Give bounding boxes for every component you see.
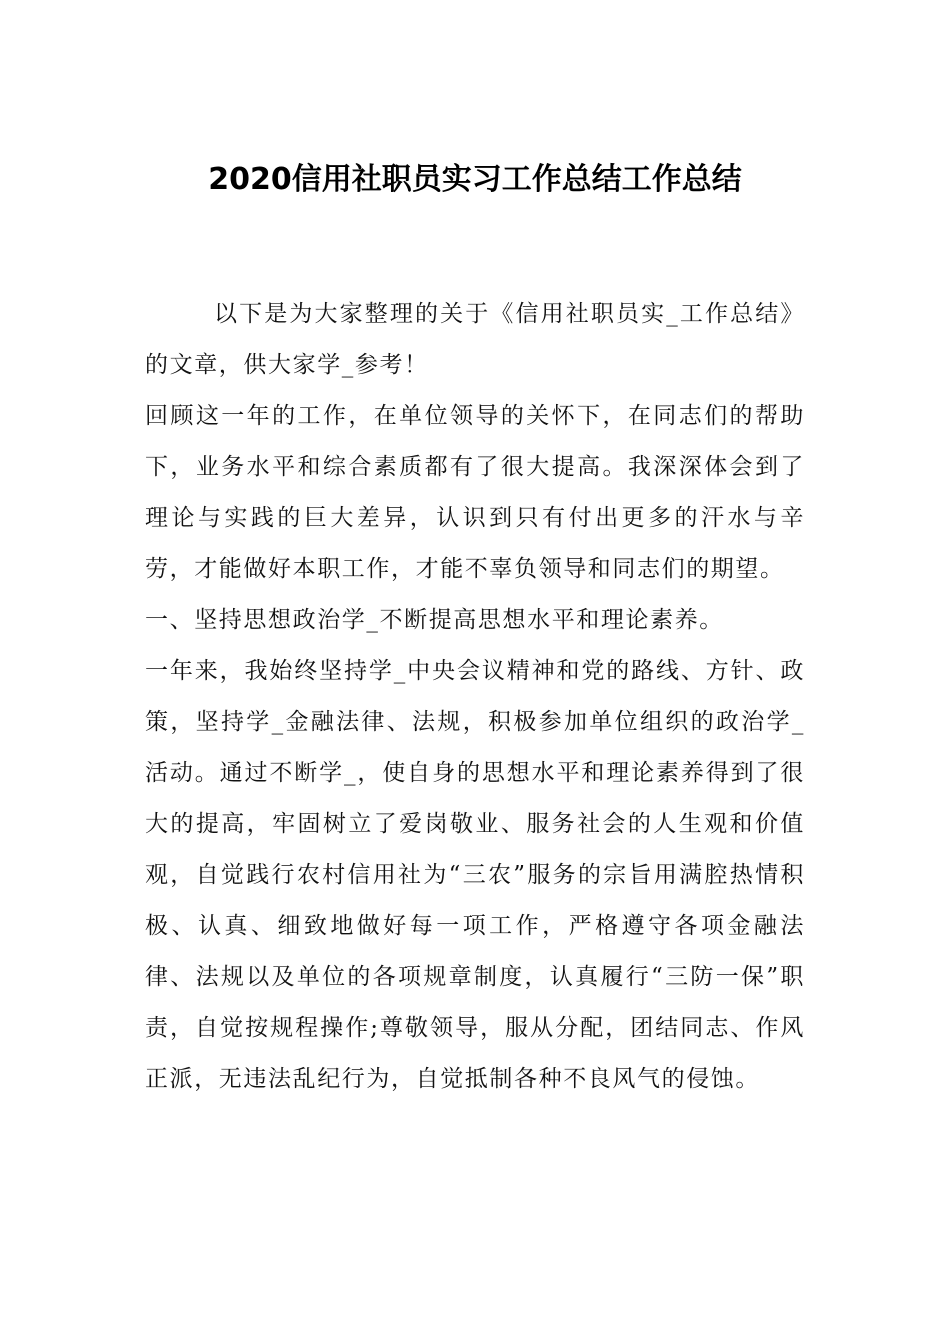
section-1-paragraph: 一年来，我始终坚持学_中央会议精神和党的路线、方针、政策，坚持学_金融法律、法规，积极参加单位组织的政治学_活动。通过不断学_，使自身的思想水平和理论素养得到了很大的提高，牢固树立了爱岗敬业、服务社会的人生观和价值观，自觉践行农村信用社为“三农”服务的宗旨用满腔热情积极、认真、细致地做好每一项工作，严格遵守各项金融法律、法规以及单位的各项规章制度，认真履行“三防一保”职责，自觉按规程操作;尊敬领导，服从分配，团结同志、作风正派，无违法乱纪行为，自觉抵制各种不良风气的侵蚀。 <box>145 658 805 1092</box>
document-body <box>145 289 805 1105</box>
review-paragraph: 回顾这一年的工作，在单位领导的关怀下，在同志们的帮助下，业务水平和综合素质都有了很大提高。我深深体会到了理论与实践的巨大差异，认识到只有付出更多的汗水与辛劳，才能做好本职工作，才能不辜负领导和同志们的期望。 <box>145 403 805 582</box>
section-heading-1: 一、坚持思想政治学_不断提高思想水平和理论素养。 <box>145 607 724 633</box>
document-title: 2020信用社职员实习工作总结工作总结 <box>208 162 742 197</box>
intro-paragraph: 以下是为大家整理的关于《信用社职员实_工作总结》的文章，供大家学_参考！ <box>145 301 805 378</box>
